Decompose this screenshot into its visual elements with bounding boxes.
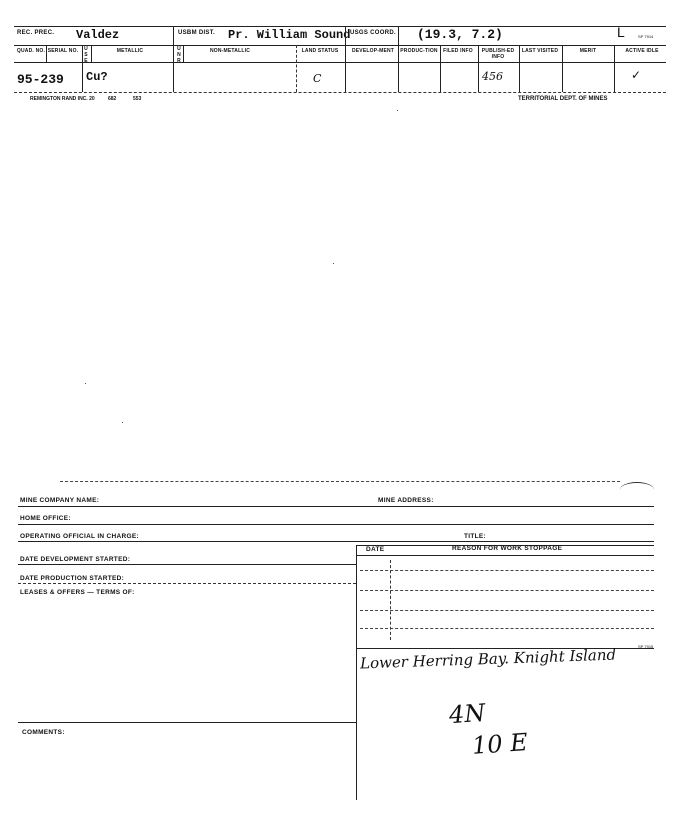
date-dev-started-label: DATE DEVELOPMENT STARTED: [20,556,131,563]
land-status-value: C [313,72,322,85]
mine-company-label: MINE COMPANY NAME: [20,497,100,504]
col-development: DEVELOP-MENT [351,48,395,54]
leases-label: LEASES & OFFERS — TERMS OF: [20,589,135,596]
printer-code1: 682 [108,96,117,102]
col-use-flag: U S E [84,46,88,64]
location-handwriting: Lower Herring Bay. Knight Island [359,645,617,673]
active-idle-check: ✓ [631,68,642,82]
col-merit: MERIT [579,48,597,54]
printer-code2: 553 [133,96,142,102]
col-last-visited: LAST VISITED [521,48,559,54]
col-active-idle: ACTIVE IDLE [625,48,659,54]
date-label: DATE [366,546,385,553]
title-label: TITLE: [464,533,487,540]
reason-label: REASON FOR WORK STOPPAGE [452,545,563,552]
operating-official-label: OPERATING OFFICIAL IN CHARGE: [20,533,139,540]
form-number: SP 7914 [638,34,654,39]
form-number-2: SP 7915 [638,644,654,649]
usgs-coord-value: (19.3, 7.2) [417,27,503,42]
metallic-value: Cu? [86,70,108,84]
published-info-value: 456 [482,70,503,83]
printer-text: REMINGTON RAND INC. 20 [30,96,95,102]
dept-name: TERRITORIAL DEPT. OF MINES [518,96,608,102]
col-filed-info: FILED INFO [443,48,473,54]
col-metallic: METALLIC [116,48,144,54]
col-serial-no: SERIAL NO. [47,48,79,54]
rec-prec-label: REC. PREC. [17,30,55,36]
col-land-status: LAND STATUS [301,48,339,54]
usbm-dist-value: Pr. William Sound [228,28,351,42]
corner-mark: L [617,24,625,40]
col-published-info: PUBLISH-ED INFO [481,48,515,60]
usgs-coord-label: USGS COORD. [350,30,396,36]
col-non-metallic: NON-METALLIC [209,48,251,54]
mine-address-label: MINE ADDRESS: [378,497,434,504]
col-production: PRODUC-TION [400,48,438,54]
col-quad-no: QUAD. NO. [16,48,46,54]
date-prod-started-label: DATE PRODUCTION STARTED: [20,575,125,582]
comments-label: COMMENTS: [22,729,65,736]
quad-serial-value: 95-239 [17,72,64,87]
note-line-1: 4N [448,698,487,730]
torn-edge [620,482,654,497]
usbm-dist-label: USBM DIST. [178,30,216,36]
col-u-r: U N R [177,46,181,64]
rec-prec-value: Valdez [76,28,120,42]
home-office-label: HOME OFFICE: [20,515,71,522]
note-line-2: 10 E [471,728,529,760]
